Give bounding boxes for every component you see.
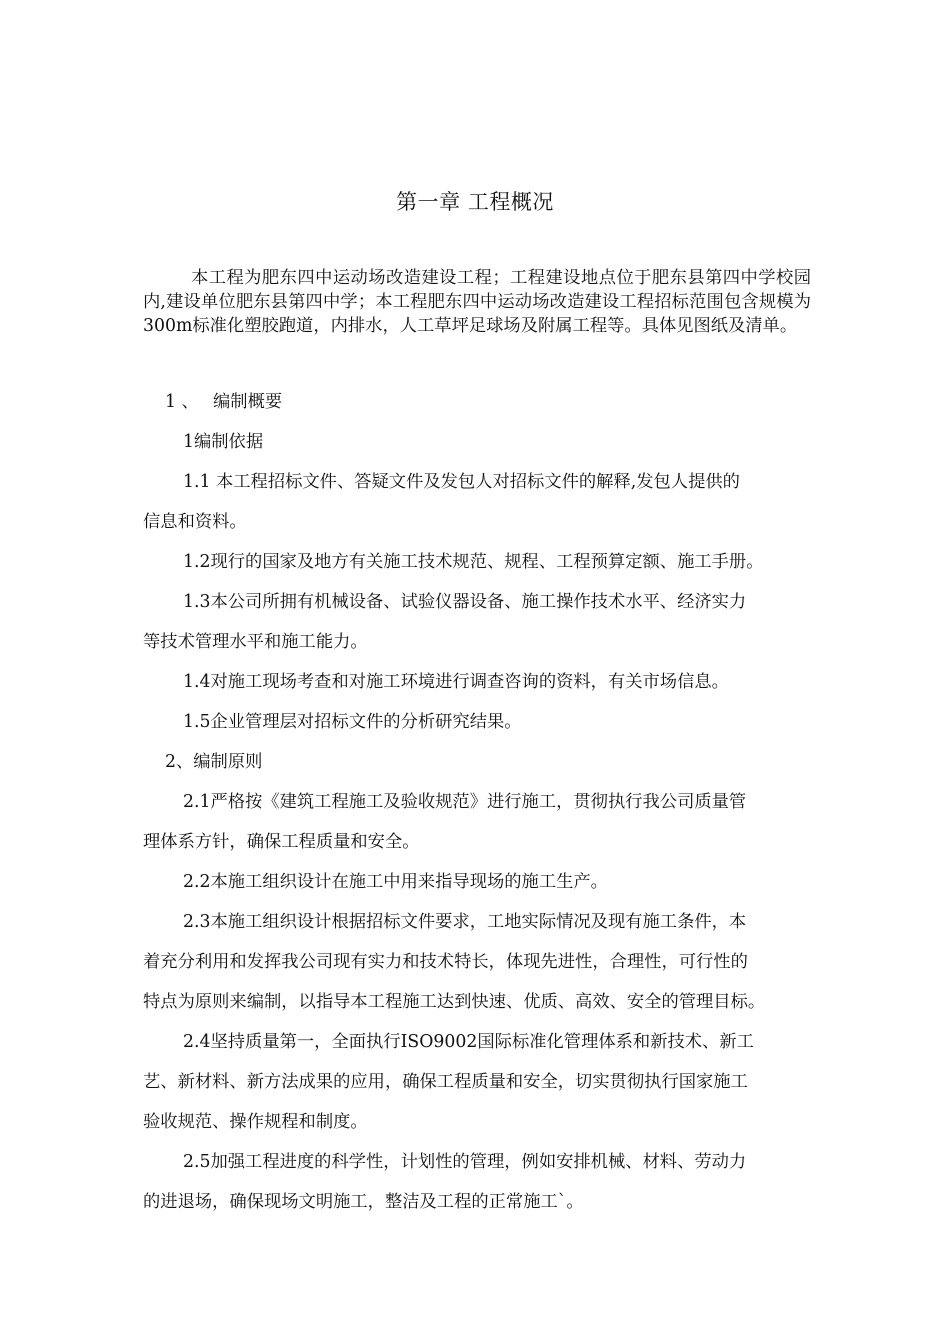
- chapter-title: 第一章 工程概况: [396, 190, 554, 214]
- paragraph-1-3-line-1: 1.3本公司所拥有机械设备、试验仪器设备、施工操作技术水平、经济实力: [183, 592, 747, 612]
- intro-paragraph: 本工程为肥东四中运动场改造建设工程；工程建设地点位于肥东县第四中学校园内,建设单位肥东县第四中学；本工程肥东四中运动场改造建设工程招标范围包含规模为300m标准化塑胶跑道，内排水，人工草坪足球场及附属工程等。具体见图纸及清单。: [143, 268, 811, 336]
- paragraph-2-4-line-1: 2.4坚持质量第一，全面执行ISO9002国际标准化管理体系和新技术、新工: [183, 1032, 754, 1052]
- section-1-title: 编制概要: [213, 392, 283, 412]
- paragraph-1-5: 1.5企业管理层对招标文件的分析研究结果。: [183, 712, 522, 732]
- paragraph-1-4: 1.4对施工现场考查和对施工环境进行调查咨询的资料，有关市场信息。: [183, 672, 729, 692]
- paragraph-2-4-line-3: 验收规范、操作规程和制度。: [143, 1112, 368, 1132]
- paragraph-2-1-line-1: 2.1严格按《建筑工程施工及验收规范》进行施工，贯彻执行我公司质量管: [183, 792, 747, 812]
- paragraph-1-3-line-2: 等技术管理水平和施工能力。: [143, 632, 368, 652]
- section-2-heading: 2、编制原则: [165, 752, 263, 772]
- paragraph-1-2: 1.2现行的国家及地方有关施工技术规范、规程、工程预算定额、施工手册。: [183, 552, 764, 572]
- document-body: [143, 382, 811, 1222]
- paragraph-2-2: 2.2本施工组织设计在施工中用来指导现场的施工生产。: [183, 872, 608, 892]
- paragraph-2-3-line-1: 2.3本施工组织设计根据招标文件要求，工地实际情况及现有施工条件，本: [183, 912, 747, 932]
- paragraph-1-1-line-1: 1.1 本工程招标文件、答疑文件及发包人对招标文件的解释,发包人提供的: [183, 472, 740, 492]
- paragraph-2-1-line-2: 理体系方针，确保工程质量和安全。: [143, 832, 420, 852]
- paragraph-2-4-line-2: 艺、新材料、新方法成果的应用，确保工程质量和安全，切实贯彻执行国家施工: [143, 1072, 748, 1092]
- paragraph-2-5-line-1: 2.5加强工程进度的科学性，计划性的管理，例如安排机械、材料、劳动力: [183, 1152, 747, 1172]
- paragraph-2-3-line-2: 着充分利用和发挥我公司现有实力和技术特长，体现先进性，合理性，可行性的: [143, 952, 748, 972]
- section-1-number: 1 、: [165, 392, 199, 412]
- section-1-heading: [143, 382, 811, 422]
- subsection-1-heading: 1编制依据: [183, 432, 264, 452]
- paragraph-2-3-line-3: 特点为原则来编制，以指导本工程施工达到快速、优质、高效、安全的管理目标。: [143, 992, 766, 1012]
- paragraph-1-1-line-2: 信息和资料。: [143, 512, 247, 532]
- paragraph-2-5-line-2: 的进退场，确保现场文明施工，整洁及工程的正常施工`。: [143, 1192, 584, 1212]
